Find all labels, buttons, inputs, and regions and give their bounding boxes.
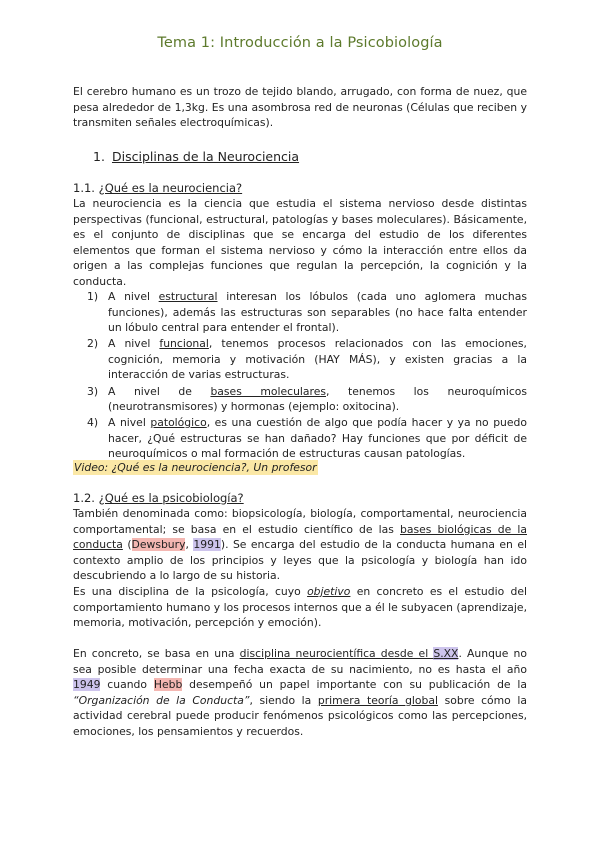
subsection-number: 1.2. — [73, 491, 95, 505]
psychobiology-paragraph-1: También denominada como: biopsicología, biología, comportamental, neurociencia comportamental; se basa en el estudio científico de las bases biológicas de la conducta (Dewsbury, 1991). Se encarga del estudio de la conducta humana en el contexto amplio de los principios y leyes que la psicología y biología han ido descubriendo a lo largo de su historia. — [73, 507, 527, 583]
term: objetivo — [307, 585, 351, 598]
century-highlight: S.XX — [433, 647, 459, 660]
citation-author: Dewsbury — [131, 538, 186, 552]
term: patológico — [150, 416, 207, 430]
term: disciplina neurocientífica desde el S.XX — [239, 647, 459, 660]
list-item: 3) A nivel de bases moleculares, tenemos los neuroquímicos (neurotransmisores) y hormonas (ejemplo: oxitocina). — [87, 384, 527, 414]
subsection-question: ¿Qué es la psicobiología? — [98, 491, 244, 505]
subsection-heading-1 — [73, 181, 242, 195]
citation-year: 1991 — [193, 538, 221, 552]
term: primera teoría global — [317, 693, 439, 707]
page-title: Tema 1: Introducción a la Psicobiología — [157, 35, 443, 51]
section-heading — [93, 149, 299, 164]
term: estructural — [158, 290, 218, 303]
list-item: 4) A nivel patológico, es una cuestión de algo que podía hacer y ya no puedo hacer, ¿Qué estructuras se han dañado? Hay funciones que por déficit de neuroquímicos o mal formación de estructuras causan patologías. — [87, 416, 528, 461]
year-highlight: 1949 — [73, 678, 101, 692]
section-number: 1. — [93, 149, 105, 164]
list-item: 2) A nivel funcional, tenemos procesos relacionados con las emociones, cognición, memoria y motivación (HAY MÁS), y existen gracias a la interacción de varias estructuras. — [87, 337, 527, 382]
levels-list — [73, 289, 527, 463]
term: bases biológicas de la conducta — [73, 522, 527, 552]
video-link[interactable]: Video: ¿Qué es la neurociencia?, Un profesor — [74, 461, 317, 474]
list-item: 1) A nivel estructural interesan los lóbulos (cada uno aglomera muchas funciones), además las estructuras son separables (no hace falta entender un lóbulo central para entender el frontal). — [87, 290, 527, 335]
subsection-question: ¿Qué es la neurociencia? — [98, 181, 243, 195]
subsection-number: 1.1. — [73, 181, 95, 195]
term: funcional — [159, 337, 209, 351]
psychobiology-paragraph-2: Es una disciplina de la psicología, cuyo objetivo en concreto es el estudio del comportamiento humano y los procesos internos que a él le subyacen (aprendizaje, memoria, motivación, percepción y emoción). — [73, 585, 527, 630]
book-title: “Organización de la Conducta” — [73, 693, 250, 707]
neuroscience-paragraph: La neurociencia es la ciencia que estudia el sistema nervioso desde distintas perspectivas (funcional, estructural, patologías y bases moleculares). Básicamente, es el conjunto de disciplinas que se encarga del estudio de los diferentes elementos que forman el sistema nervioso y cómo la interacción entre ellos da origen a las complejas funciones que regulan la percepción, la cognición y la conducta. — [73, 197, 527, 288]
author-highlight: Hebb — [153, 678, 183, 692]
term: bases moleculares — [210, 384, 327, 398]
history-paragraph: En concreto, se basa en una disciplina neurocientífica desde el S.XX. Aunque no sea posible determinar una fecha exacta de su nacimiento, no es hasta el año 1949 cuando Hebb desempeñó un papel importante con su publicación de la “Organización de la Conducta”, siendo la primera teoría global sobre cómo la actividad cerebral puede producir fenómenos psicológicos como las percepciones, emociones, los pensamientos y recuerdos. — [73, 647, 528, 738]
section-title: Disciplinas de la Neurociencia — [111, 149, 300, 164]
subsection-heading-2 — [73, 491, 244, 505]
intro-paragraph: El cerebro humano es un trozo de tejido blando, arrugado, con forma de nuez, que pesa alrededor de 1,3kg. Es una asombrosa red de neuronas (Células que reciben y transmiten señales electroquímicas). — [73, 85, 527, 130]
